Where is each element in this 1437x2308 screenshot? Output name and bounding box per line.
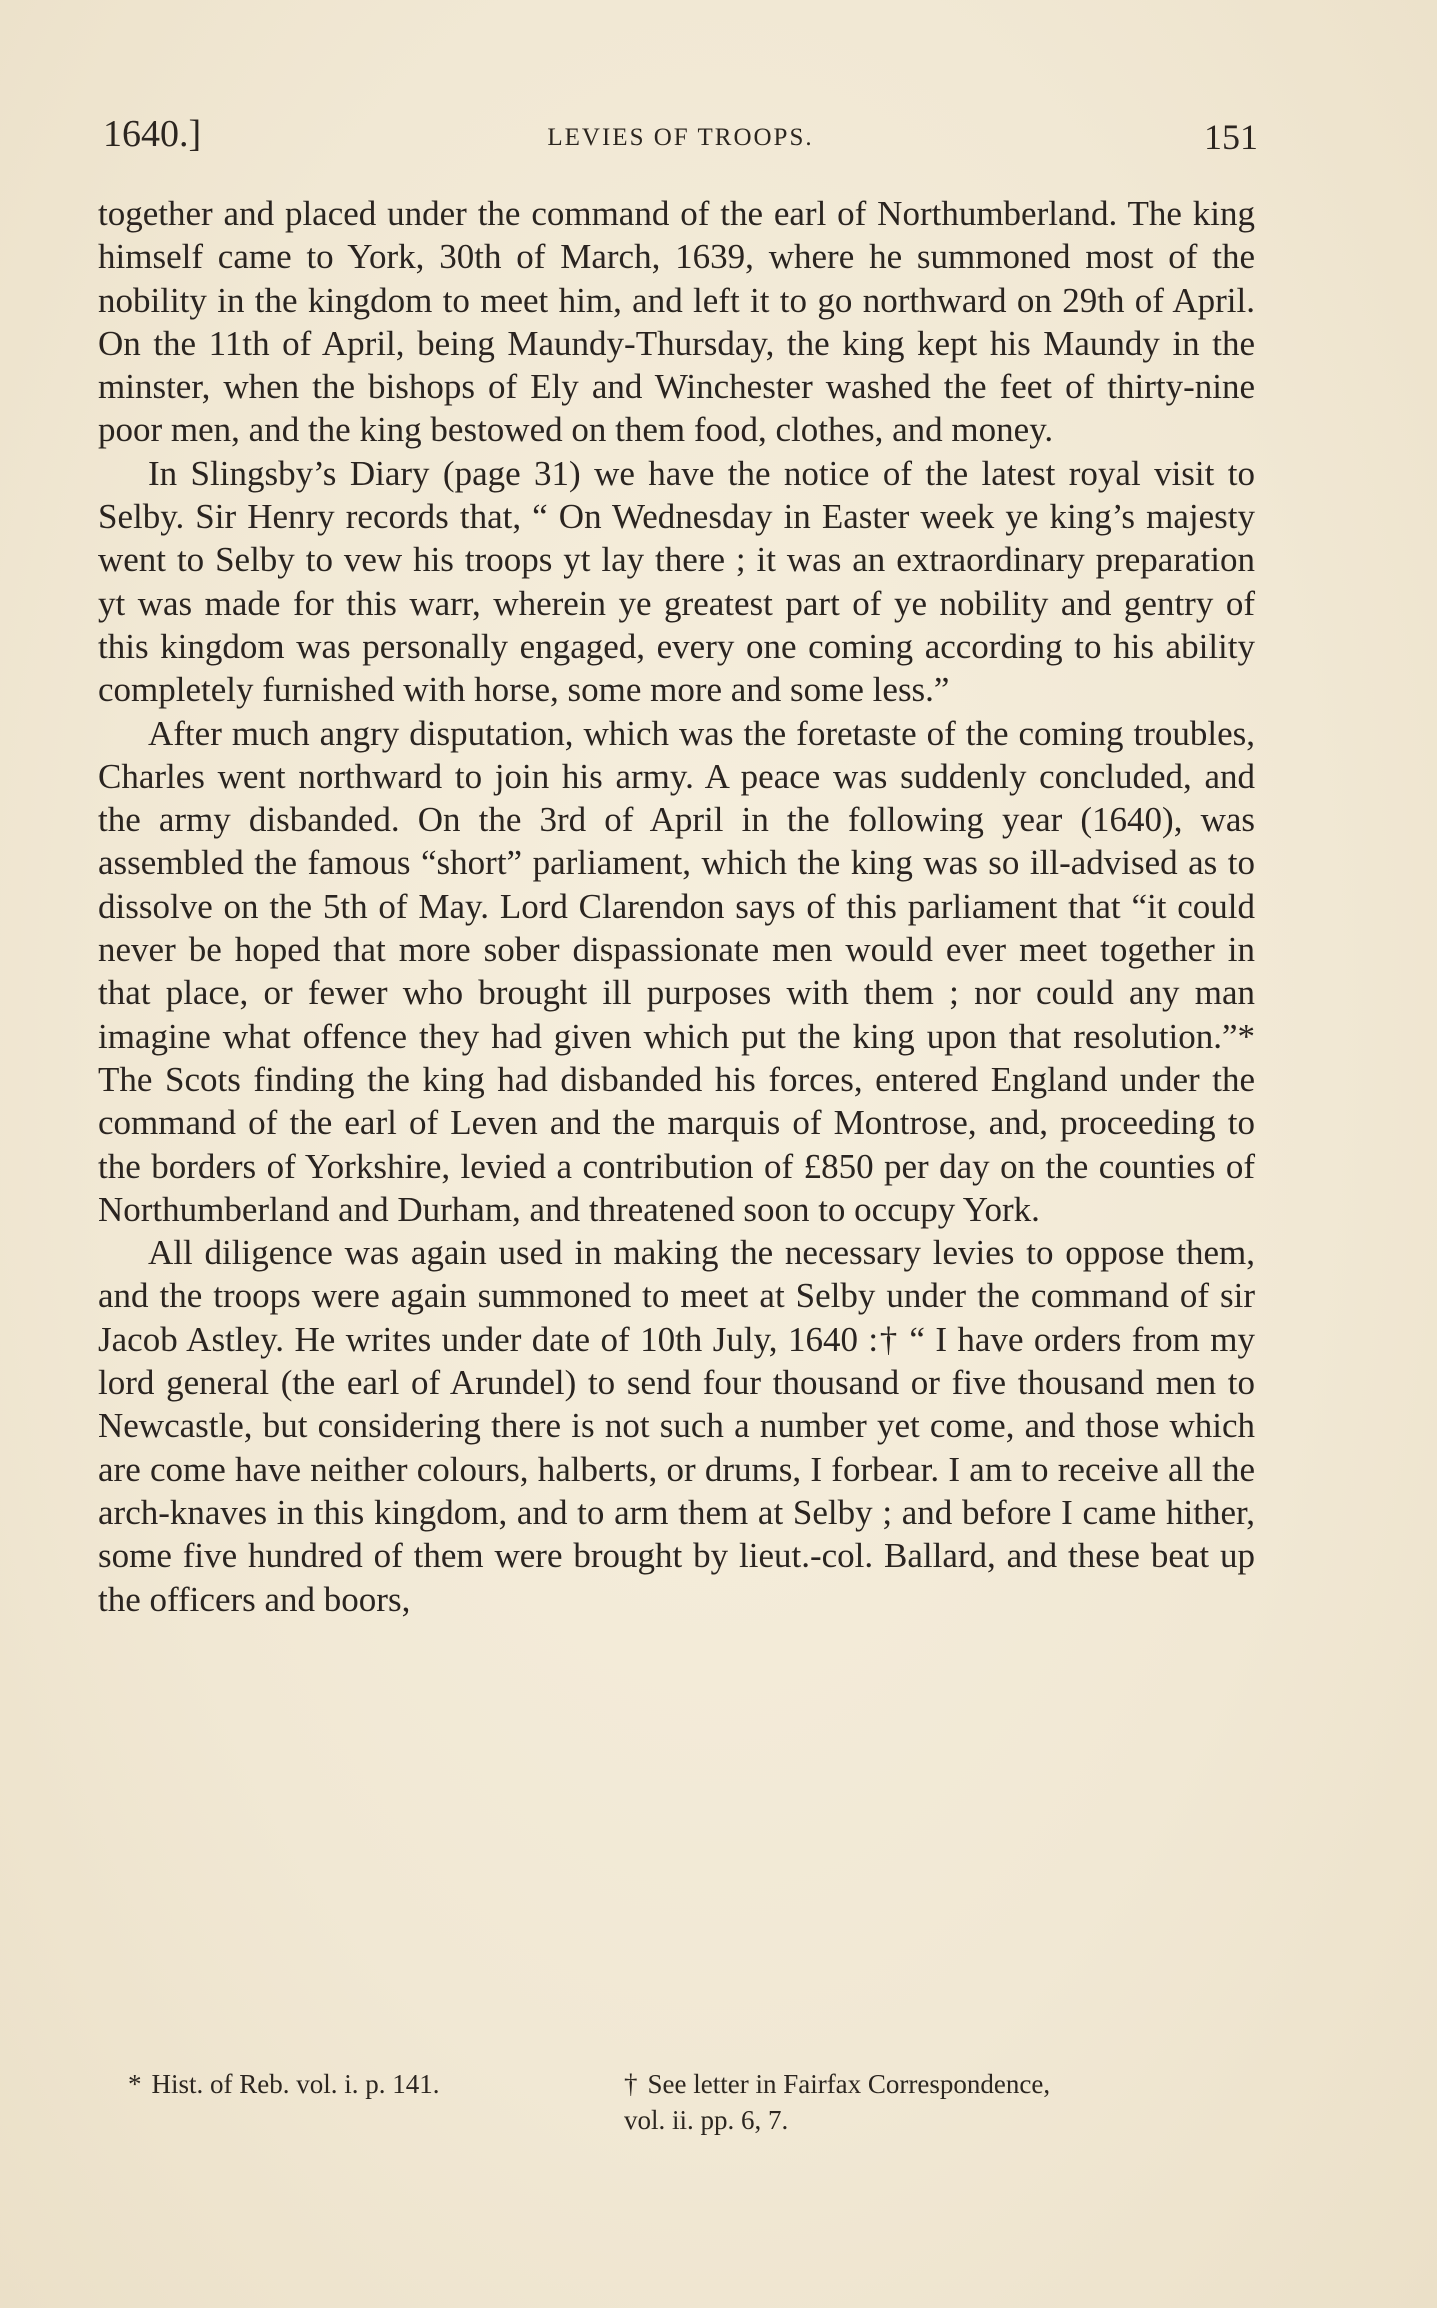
header-year: 1640.] bbox=[103, 113, 202, 155]
running-header bbox=[103, 112, 1258, 162]
footnote-line bbox=[624, 2066, 1252, 2102]
footnote-mark: † bbox=[624, 2069, 638, 2099]
paragraph: together and placed under the command of the earl of Northumberland. The king himself came to York, 30th of March, 1639, where he summoned most of the nobility in the kingdom to meet him, and left it to go northward on 29th of April. On the 11th of April, being Maundy-Thursday, the king kept his Maundy in the minster, when the bishops of Ely and Winchester washed the feet of thirty-nine poor men, and the king bestowed on them food, clothes, and money. bbox=[98, 194, 1255, 450]
header-title: LEVIES OF TROOPS. bbox=[547, 124, 814, 151]
paragraph: After much angry disputation, which was the foretaste of the coming troubles, Charles went northward to join his army. A peace was suddenly concluded, and the army disbanded. On the 3rd of April in the following year (1640), was assembled the famous “short” parliament, which the king was so ill-advised as to dissolve on the 5th of May. Lord Clarendon says of this parliament that “it could never be hoped that more sober dispassionate men would ever meet together in that place, or fewer who brought ill purposes with them ; nor could any man imagine what offence they had given which put the king upon that resolution.”* The Scots finding the king had disbanded his forces, entered England under the command of the earl of Leven and the marquis of Montrose, and, proceeding to the borders of Yorkshire, levied a contribution of £850 per day on the counties of Northumberland and Durham, and threatened soon to occupy York. bbox=[98, 713, 1255, 1229]
footnote bbox=[624, 2066, 1252, 2138]
footnote-text: Hist. of Reb. vol. i. p. 141. bbox=[151, 2069, 440, 2099]
footnote bbox=[128, 2066, 440, 2102]
footnote-text: See letter in Fairfax Correspondence, bbox=[647, 2069, 1051, 2099]
body-text bbox=[98, 192, 1255, 1621]
footnote-mark: * bbox=[128, 2069, 142, 2099]
paragraph: In Slingsby’s Diary (page 31) we have the notice of the latest royal visit to Selby. Sir Henry records that, “ On Wednesday in Easter week ye king’s majesty went to Selby to vew his troops yt lay there ; it was an extraordinary preparation yt was made for this warr, wherein ye greatest part of ye nobility and gentry of this kingdom was personally engaged, every one coming according to his ability completely furnished with horse, some more and some less.” bbox=[98, 453, 1255, 710]
paragraph: All diligence was again used in making the necessary levies to oppose them, and the troops were again summoned to meet at Selby under the command of sir Jacob Astley. He writes under date of 10th July, 1640 :† “ I have orders from my lord general (the earl of Arundel) to send four thousand or five thousand men to Newcastle, but considering there is not such a number yet come, and those which are come have neither colours, halberts, or drums, I forbear. I am to receive all the arch-knaves in this kingdom, and to arm them at Selby ; and before I came hither, some five hundred of them were brought by lieut.-col. Ballard, and these beat up the officers and boors, bbox=[98, 1233, 1255, 1619]
page-number: 151 bbox=[1204, 117, 1258, 157]
footnote-line: vol. ii. pp. 6, 7. bbox=[624, 2105, 789, 2135]
